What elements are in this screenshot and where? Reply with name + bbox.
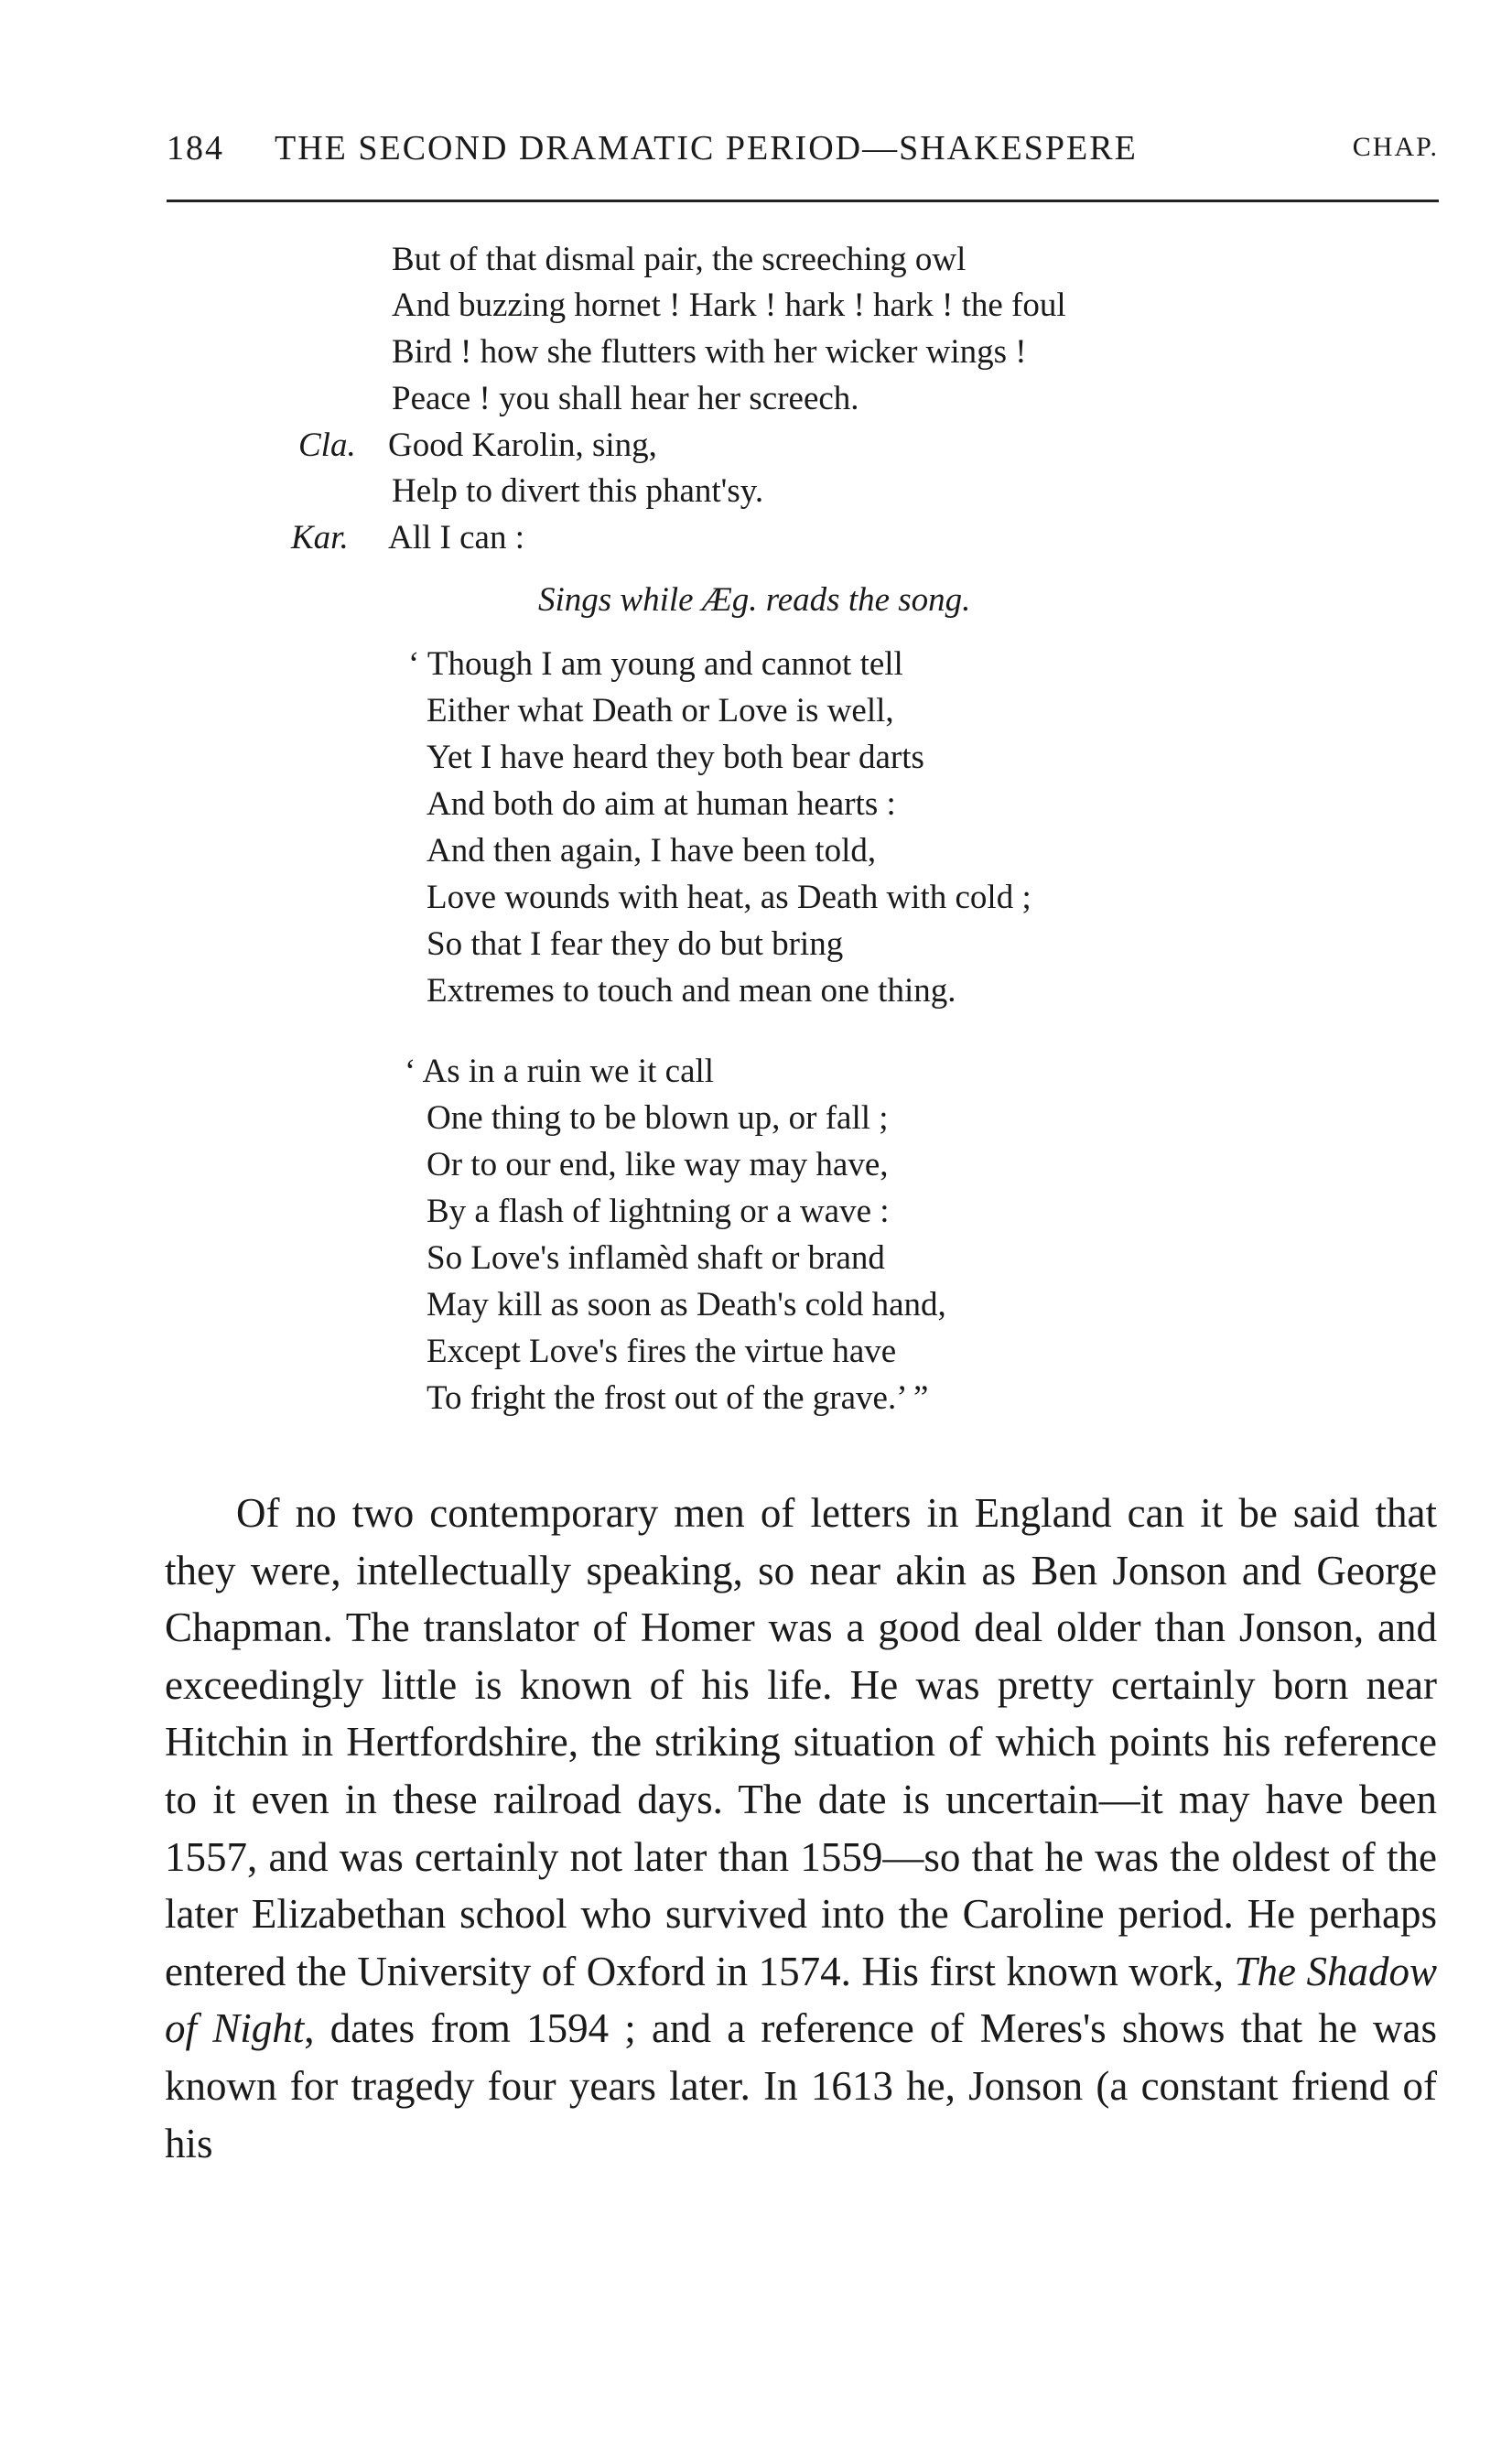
song-line: Extremes to touch and mean one thing. (427, 972, 956, 1010)
page-number: 184 (167, 129, 224, 167)
paragraph (165, 1485, 1437, 2172)
verse-line: Help to divert this phant'sy. (392, 472, 764, 510)
song-line: Either what Death or Love is well, (427, 692, 894, 729)
running-title: THE SECOND DRAMATIC PERIOD—SHAKESPERE (275, 129, 1138, 167)
song-line: And both do aim at human hearts : (427, 785, 896, 823)
song-line: By a flash of lightning or a wave : (427, 1193, 890, 1230)
verse-line: Peace ! you shall hear her screech. (392, 380, 859, 417)
song-line: Love wounds with heat, as Death with cold ; (427, 879, 1031, 916)
song-line: To fright the frost out of the grave.’ ” (427, 1379, 929, 1417)
body-paragraph (165, 1485, 1437, 2172)
song-line: Or to our end, like way may have, (427, 1146, 889, 1183)
book-title: The Shadow of Night (165, 1948, 1438, 2052)
header-rule (167, 200, 1439, 202)
song-line: May kill as soon as Death's cold hand, (427, 1286, 946, 1323)
song-line: ‘ Though I am young and cannot tell (408, 645, 903, 683)
verse-line: All I can : (388, 519, 524, 556)
song-line: One thing to be blown up, or fall ; (427, 1099, 889, 1137)
chapter-abbrev: CHAP. (1352, 132, 1439, 162)
paragraph-text-1: Of no two contemporary men of letters in England can it be said that they were, intellectually speaking, so near akin as Ben Jonson and George Chapman. The translator of Homer was a good deal older than Jonson, and exceedingly little is known of his life. He was pretty certainly born near Hitchin in Hertfordshire, the striking situation of which points his reference to it even in these railroad days. The date is uncertain—it may have been 1557, and was certainly not later than 1559—so that he was the oldest of the later Elizabethan school who survived into the Caroline period. He perhaps entered the University of Oxford in 1574. His first known work, (165, 1490, 1437, 1994)
song-line: And then again, I have been told, (427, 832, 877, 870)
verse-line: Bird ! how she flutters with her wicker wings ! (392, 333, 1027, 371)
song-line: So Love's inflamèd shaft or brand (427, 1239, 885, 1277)
song-line: So that I fear they do but bring (427, 925, 844, 963)
verse-line: Good Karolin, sing, (388, 427, 657, 464)
stage-direction: Sings while Æg. reads the song. (538, 581, 971, 619)
speaker-cla: Cla. (298, 427, 356, 464)
song-line: ‘ As in a ruin we it call (405, 1053, 715, 1090)
verse-line: And buzzing hornet ! Hark ! hark ! hark ! the foul (392, 286, 1066, 324)
song-line: Except Love's fires the virtue have (427, 1333, 897, 1370)
speaker-kar: Kar. (291, 519, 349, 556)
running-header (167, 128, 1439, 179)
paragraph-text-2: , dates from 1594 ; and a reference of Meres's shows that he was known for tragedy four years later. In 1613 he, Jonson (a constant friend of his (165, 2005, 1437, 2166)
verse-line: But of that dismal pair, the screeching owl (392, 241, 967, 278)
song-line: Yet I have heard they both bear darts (427, 739, 924, 776)
